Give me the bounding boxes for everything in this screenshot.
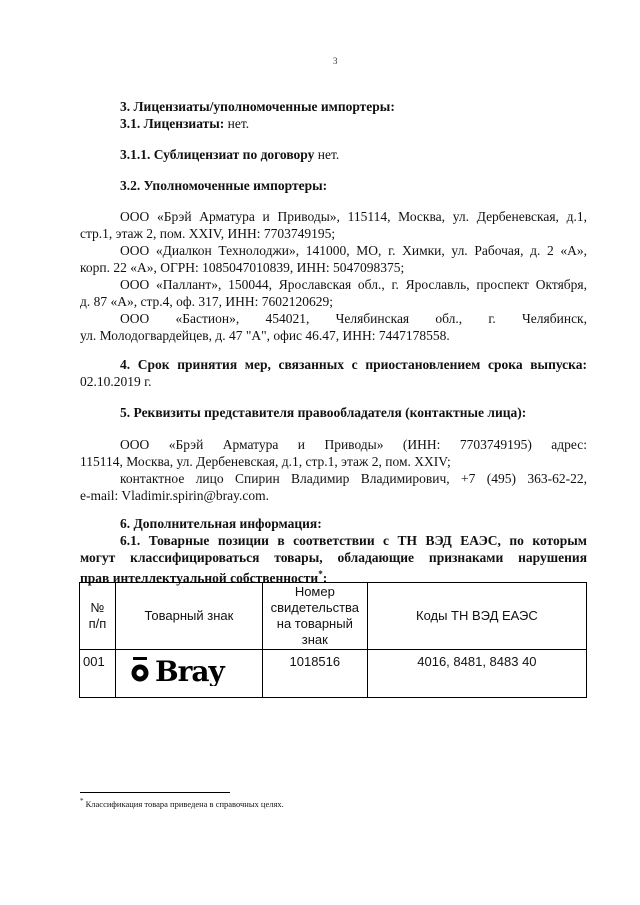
contact-line-1: ООО «Брэй Арматура и Приводы» (ИНН: 7703749195) адрес: [120, 437, 587, 452]
footnote-ref: * [318, 569, 323, 579]
header-certificate-line-3: на товарный [276, 616, 353, 631]
header-number-symbol: № [90, 600, 105, 615]
section-3-1-label: 3.1. Лицензиаты: [120, 116, 225, 131]
bray-logo-image [130, 652, 248, 686]
footnote-text: Классификация товара приведена в справочных целях. [83, 798, 284, 809]
header-certificate-line-1: Номер [294, 584, 335, 599]
section-3-1 [120, 115, 249, 132]
header-certificate-line-2: свидетельства [270, 600, 360, 615]
importer-4-line-2: ул. Молодогвардейцев, д. 47 "А", офис 46.47, ИНН: 7447178558. [80, 328, 450, 343]
section-3-1-1-label: 3.1.1. Сублицензиат по договору [120, 147, 315, 162]
section-6-1-line-2: могут классифицироваться товары, обладающие признаками нарушения [80, 550, 587, 565]
footnote-mark: * [80, 797, 84, 805]
row-certificate: 1018516 [262, 650, 367, 698]
header-trademark: Товарный знак [115, 583, 262, 650]
contact-line-3: контактное лицо Спирин Владимир Владимирович, +7 (495) 363-62-22, [120, 471, 587, 486]
importer-3-line-2: д. 87 «А», стр.4, оф. 317, ИНН: 7602120629; [80, 294, 334, 309]
header-number-abbrev: п/п [88, 616, 107, 631]
section-3-1-1-value: нет. [314, 147, 340, 162]
section-6-heading: 6. Дополнительная информация: [120, 516, 322, 531]
importer-4-line-1: ООО «Бастион», 454021, Челябинская обл., г. Челябинск, [120, 311, 587, 326]
section-5-heading: 5. Реквизиты представителя правообладателя (контактные лица): [120, 405, 527, 420]
importer-2-line-1: ООО «Диалкон Технолоджи», 141000, МО, г. Химки, ул. Рабочая, д. 2 «А», [120, 243, 587, 258]
table-row [80, 650, 587, 698]
importer-3-line-1: ООО «Паллант», 150044, Ярославская обл., г. Ярославль, проспект Октября, [120, 277, 587, 292]
section-4-line-2: 02.10.2019 г. [80, 374, 152, 389]
section-3-2-heading: 3.2. Уполномоченные импортеры: [120, 178, 328, 193]
bray-logo-text: Bray [154, 655, 224, 686]
header-codes: Коды ТН ВЭД ЕАЭС [367, 583, 586, 650]
section-6-1-line-1: 6.1. Товарные позиции в соответствии с ТН ВЭД ЕАЭС, по которым [120, 533, 587, 548]
section-6-1-line-3-text: прав интеллектуальной собственности [80, 570, 319, 586]
row-codes: 4016, 8481, 8483 40 [367, 650, 586, 698]
row-trademark [115, 650, 262, 698]
section-6-1-colon: : [322, 570, 328, 586]
importer-2-line-2: корп. 22 «А», ОГРН: 1085047010839, ИНН: 5047098375; [80, 260, 405, 275]
contact-line-2: 115114, Москва, ул. Дербеневская, д.1, стр.1, этаж 2, пом. XXIV; [80, 454, 451, 469]
header-certificate [262, 583, 367, 650]
importer-1-line-1: ООО «Брэй Арматура и Приводы», 115114, Москва, ул. Дербеневская, д.1, [120, 209, 587, 224]
trademark-table [79, 582, 587, 698]
section-3-1-value: нет. [224, 116, 250, 131]
header-number [80, 583, 116, 650]
footnote-divider [80, 792, 230, 793]
row-number: 001 [80, 650, 116, 698]
header-certificate-line-4: знак [301, 632, 328, 647]
section-4-line-1: 4. Срок принятия мер, связанных с приостановлением срока выпуска: [120, 357, 587, 372]
section-3-1-1 [120, 146, 339, 163]
contact-line-4: e-mail: Vladimir.spirin@bray.com. [80, 488, 270, 503]
page-number: 3 [333, 56, 338, 66]
footnote [80, 797, 284, 809]
table-header-row [80, 583, 587, 650]
importer-1-line-2: стр.1, этаж 2, пом. XXIV, ИНН: 7703749195; [80, 226, 336, 241]
section-3-heading: 3. Лицензиаты/уполномоченные импортеры: [120, 99, 395, 114]
